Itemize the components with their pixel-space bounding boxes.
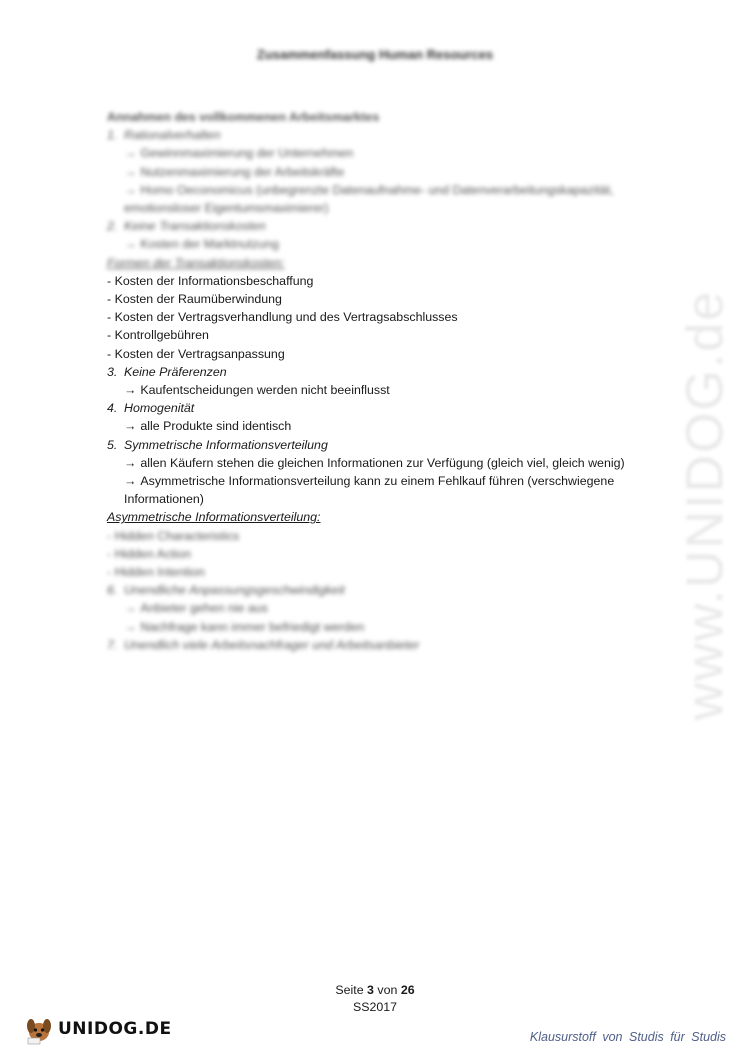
list-number: 4. (107, 401, 118, 416)
asym-list-item: - Hidden Intention (107, 565, 205, 580)
current-page: 3 (367, 983, 374, 997)
arrow-icon: → (124, 419, 137, 434)
watermark-text: www.UNIDOG.de (676, 289, 734, 721)
arrow-icon: → (124, 619, 137, 634)
list-item-1 (107, 126, 627, 144)
total-pages: 26 (400, 983, 415, 997)
list-item-title: Symmetrische Informationsverteilung (124, 437, 328, 452)
list-item-6 (107, 581, 627, 599)
list-item-title: Keine Präferenzen (124, 364, 227, 379)
arrow-icon: → (124, 383, 137, 398)
list-item-4 (107, 399, 627, 417)
arrow-icon: → (124, 237, 137, 252)
arrow-icon: → (124, 182, 137, 197)
section-heading: Annahmen des vollkommenen Arbeitsmarktes (107, 110, 380, 124)
list-number: 5. (107, 437, 118, 452)
watermark (640, 275, 750, 735)
semester-label: SS2017 (352, 1000, 398, 1014)
list-number: 2. (107, 219, 118, 234)
list-number: 7. (107, 637, 118, 652)
sub-point: → Nutzenmaximierung der Arbeitskräfte (107, 163, 627, 181)
slogan: Klausurstoff von Studis für Studis (529, 1030, 726, 1044)
sub-point: → Kosten der Marktnutzung (107, 235, 627, 253)
list-number: 3. (107, 364, 118, 379)
list-item-title: Rationalverhalten (124, 128, 221, 143)
sub-point: → Homo Oeconomicus (unbegrenzte Datenaufnahme- und Datenverarbeitungskapazität, emotionsloser Eigentumsmaximierer) (124, 182, 614, 216)
sub-point: → Asymmetrische Informationsverteilung kann zu einem Fehlkauf führen (verschwiegene Informationen) (124, 474, 615, 507)
arrow-icon: → (124, 474, 137, 489)
forms-list-item: - Kontrollgebühren (107, 328, 209, 343)
forms-list-item: - Kosten der Informationsbeschaffung (107, 273, 314, 288)
arrow-icon: → (124, 164, 137, 179)
list-number: 1. (107, 128, 118, 143)
asym-list-item: - Hidden Characteristics (107, 528, 240, 543)
sub-point: → Nachfrage kann immer befriedigt werden (107, 618, 627, 636)
sub-point: → Kaufentscheidungen werden nicht beeinflusst (107, 381, 627, 399)
unidog-logo (22, 1011, 172, 1047)
forms-list-item: - Kosten der Raumüberwindung (107, 292, 282, 307)
list-item-2 (107, 217, 627, 235)
list-item-7 (107, 636, 627, 654)
document-body (107, 108, 627, 654)
sub-point: → allen Käufern stehen die gleichen Informationen zur Verfügung (gleich viel, gleich wenig) (107, 454, 627, 472)
forms-list-item: - Kosten der Vertragsanpassung (107, 346, 285, 361)
forms-heading: Formen der Transaktionskosten: (107, 255, 285, 270)
arrow-icon: → (124, 455, 137, 470)
sub-point: → alle Produkte sind identisch (107, 417, 627, 435)
arrow-icon: → (124, 601, 137, 616)
asym-list-item: - Hidden Action (107, 546, 192, 561)
page-number: Seite 3 von 26 (335, 983, 415, 997)
list-item-title: Unendliche Anpassungsgeschwindigkeit (124, 583, 345, 598)
dog-icon (22, 1012, 56, 1046)
sub-point: → Gewinnmaximierung der Unternehmen (107, 144, 627, 162)
asymmetric-heading: Asymmetrische Informationsverteilung: (107, 510, 321, 525)
list-item-title: Unendlich viele Arbeitsnachfrager und Arbeitsanbieter (124, 637, 420, 652)
sub-point: → Anbieter gehen nie aus (107, 599, 627, 617)
logo-text: UNIDOG.DE (58, 1019, 172, 1039)
list-item-title: Keine Transaktionskosten (124, 219, 266, 234)
forms-list-item: - Kosten der Vertragsverhandlung und des Vertragsabschlusses (107, 310, 458, 325)
list-item-3 (107, 363, 627, 381)
document-title: Zusammenfassung Human Resources (256, 47, 494, 62)
list-item-5 (107, 436, 627, 454)
arrow-icon: → (124, 146, 137, 161)
list-number: 6. (107, 583, 118, 598)
list-item-title: Homogenität (124, 401, 195, 416)
